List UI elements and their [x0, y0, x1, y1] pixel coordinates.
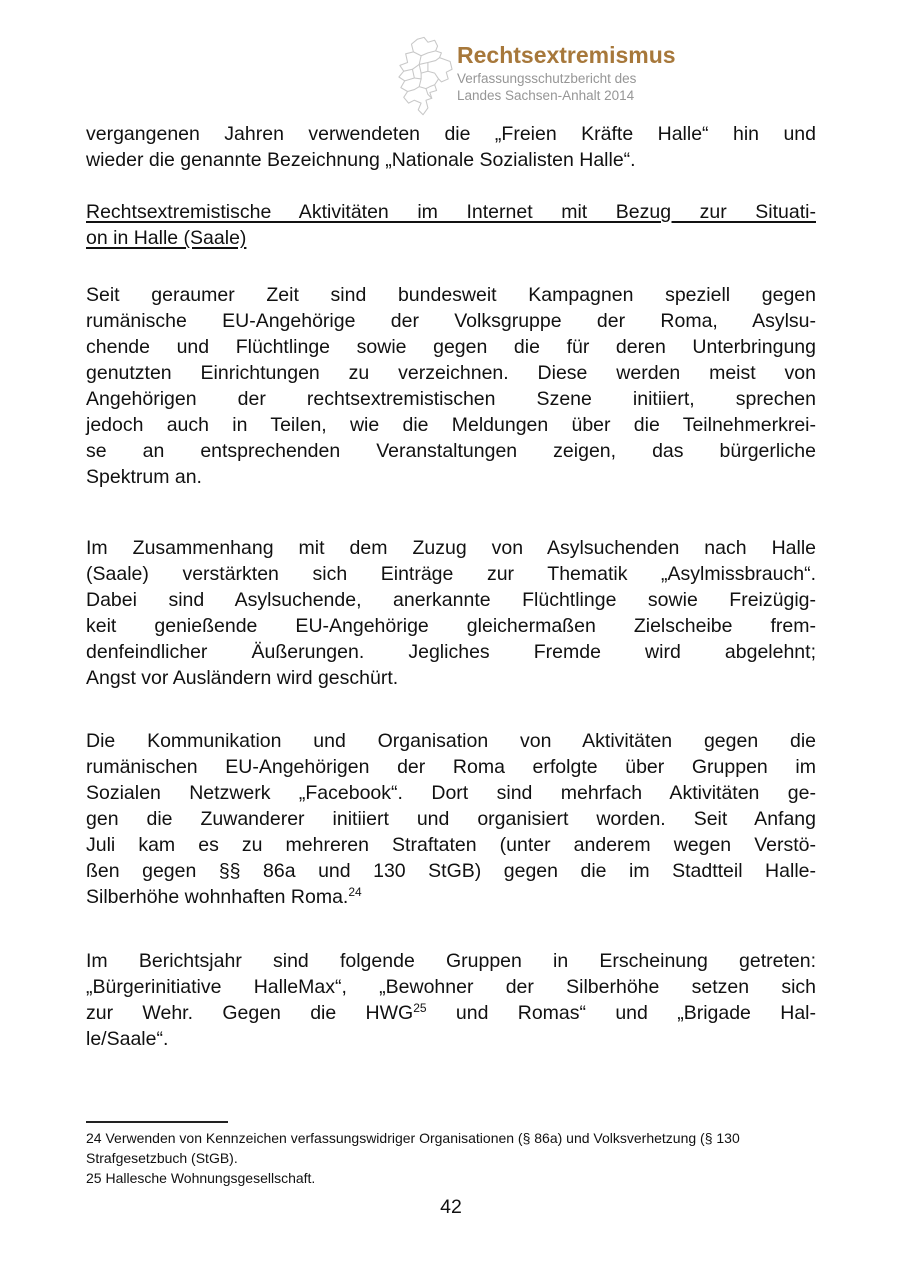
paragraph-facebook: [86, 728, 816, 910]
text-line: Im Zusammenhang mit dem Zuzug von Asylsuchenden nach Halle: [86, 537, 816, 559]
text-line: gen die Zuwanderer initiiert und organisiert worden. Seit Anfang: [86, 808, 816, 830]
text-segment: zur Wehr. Gegen die HWG: [86, 1002, 414, 1024]
text-line: „Bürgerinitiative HalleMax“, „Bewohner der Silberhöhe setzen sich: [86, 976, 816, 998]
text-segment: und Romas“ und „Brigade Hal-: [426, 1002, 816, 1024]
text-line: Sozialen Netzwerk „Facebook“. Dort sind mehrfach Aktivitäten ge-: [86, 782, 816, 804]
text-line: Die Kommunikation und Organisation von Aktivitäten gegen die: [86, 730, 816, 752]
text-line: Angehörigen der rechtsextremistischen Szene initiiert, sprechen: [86, 388, 816, 410]
section-heading-line: Rechtsextremistische Aktivitäten im Internet mit Bezug zur Situati-: [86, 201, 816, 223]
sachsen-anhalt-map-icon: [396, 36, 454, 118]
text-segment: Silberhöhe wohnhaften Roma.: [86, 886, 349, 908]
paragraph-asyl: [86, 535, 816, 691]
footnote-24-line2: Strafgesetzbuch (StGB).: [86, 1150, 238, 1166]
footnote-24-line1: 24 Verwenden von Kennzeichen verfassungswidriger Organisationen (§ 86a) und Volksverhetzung (§ 130: [86, 1130, 740, 1146]
text-line: le/Saale“.: [86, 1028, 169, 1050]
report-subtitle: [457, 71, 676, 104]
text-line: (Saale) verstärkten sich Einträge zur Thematik „Asylmissbrauch“.: [86, 563, 816, 585]
paragraph-campaigns: [86, 282, 816, 490]
paragraph-gruppen: [86, 948, 816, 1052]
report-subtitle-line1: Verfassungsschutzbericht des: [457, 71, 637, 86]
text-line: Dabei sind Asylsuchende, anerkannte Flüchtlinge sowie Freizügig-: [86, 589, 816, 611]
text-line: Juli kam es zu mehreren Straftaten (unter anderem wegen Verstö-: [86, 834, 816, 856]
report-header: [396, 36, 676, 118]
report-title: Rechtsextremismus: [457, 42, 676, 68]
text-line: jedoch auch in Teilen, wie die Meldungen über die Teilnehmerkrei-: [86, 414, 816, 436]
section-heading-line: on in Halle (Saale): [86, 227, 247, 249]
footnote-ref-25: 25: [413, 1001, 427, 1015]
text-line: rumänische EU-Angehörige der Volksgruppe der Roma, Asylsu-: [86, 310, 816, 332]
text-line: keit genießende EU-Angehörige gleichermaßen Zielscheibe frem-: [86, 615, 816, 637]
text-line: Seit geraumer Zeit sind bundesweit Kampagnen speziell gegen: [86, 284, 816, 306]
report-header-text: [457, 36, 676, 104]
text-line: [86, 1000, 816, 1026]
section-heading: [86, 199, 816, 251]
text-line: denfeindlicher Äußerungen. Jegliches Fremde wird abgelehnt;: [86, 641, 816, 663]
text-line: Im Berichtsjahr sind folgende Gruppen in Erscheinung getreten:: [86, 950, 816, 972]
text-line: Angst vor Ausländern wird geschürt.: [86, 667, 399, 689]
text-line: vergangenen Jahren verwendeten die „Freien Kräfte Halle“ hin und: [86, 123, 816, 145]
paragraph-intro: [86, 121, 816, 173]
footnote-separator-rule: [86, 1121, 228, 1123]
report-subtitle-line2: Landes Sachsen-Anhalt 2014: [457, 87, 635, 103]
text-line: [86, 884, 816, 910]
page-number: 42: [440, 1196, 462, 1218]
text-line: Spektrum an.: [86, 466, 202, 488]
text-line: chende und Flüchtlinge sowie gegen die für deren Unterbringung: [86, 336, 816, 358]
text-line: wieder die genannte Bezeichnung „Nationale Sozialisten Halle“.: [86, 149, 636, 171]
footnote-ref-24: 24: [348, 885, 362, 899]
footnotes: [86, 1128, 866, 1188]
text-line: se an entsprechenden Veranstaltungen zeigen, das bürgerliche: [86, 440, 816, 462]
footnote-25: 25 Hallesche Wohnungsgesellschaft.: [86, 1170, 316, 1186]
text-line: genutzten Einrichtungen zu verzeichnen. Diese werden meist von: [86, 362, 816, 384]
text-line: ßen gegen §§ 86a und 130 StGB) gegen die im Stadtteil Halle-: [86, 860, 816, 882]
text-line: rumänischen EU-Angehörigen der Roma erfolgte über Gruppen im: [86, 756, 816, 778]
